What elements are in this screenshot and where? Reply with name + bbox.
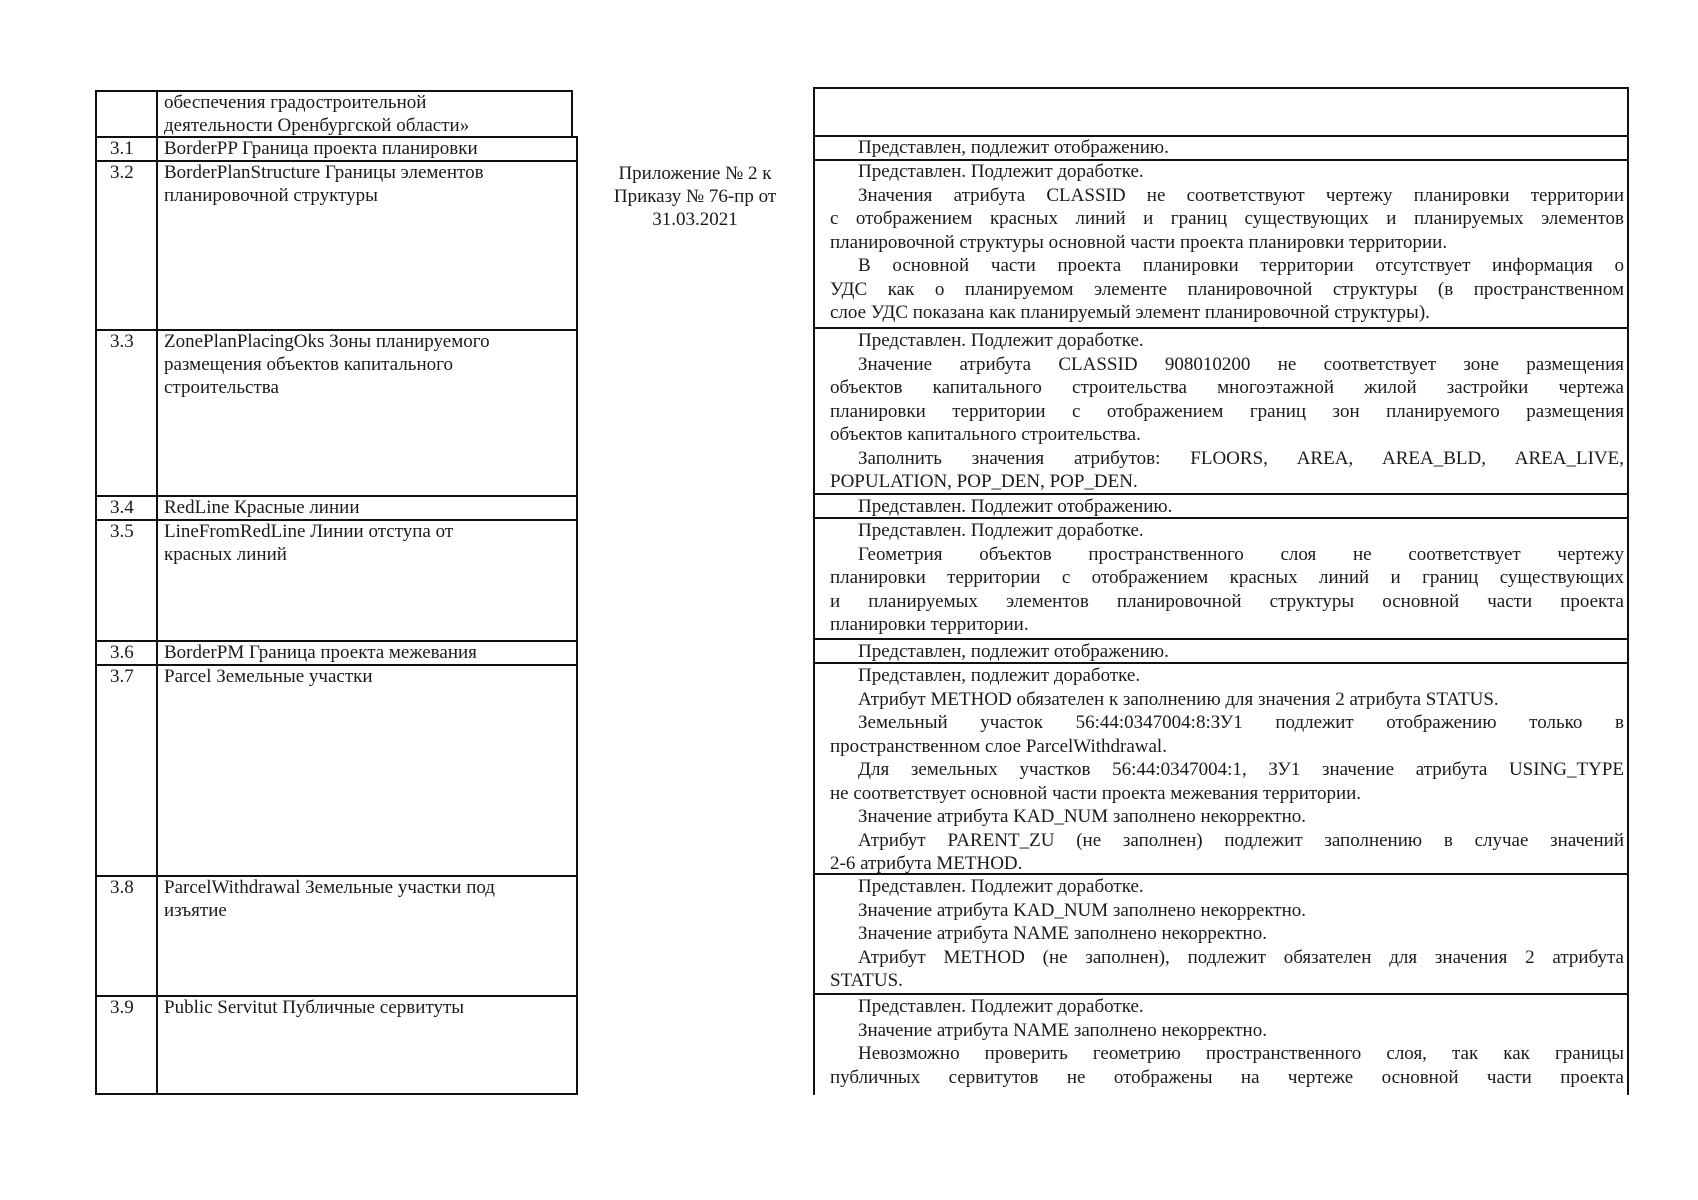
result-line: планировки территории с отображением красных линий и границ существующих [830,567,1624,588]
row-number: 3.2 [110,162,134,183]
layer-name-line: ParcelWithdrawal Земельные участки под [164,877,495,898]
left-table-border [95,90,97,1095]
row-line [95,1093,577,1095]
check-result [830,136,1624,160]
layer-name-line: BorderPP Граница проекта планировки [164,138,478,159]
result-line: слое УДС показана как планируемый элемент планировочной структуры). [830,302,1430,323]
result-line: с отображением красных линий и границ существующих и планируемых элементов [830,208,1624,229]
result-line: POPULATION, POP_DEN, POP_DEN. [830,471,1138,492]
name-column-divider-top [571,90,573,137]
document-ref-line: Приложение № 2 к [618,163,772,184]
right-table-left-border [813,87,815,1095]
check-result [830,995,1624,1089]
layer-name-line: ZonePlanPlacingOks Зоны планируемого [164,331,490,352]
result-line: не соответствует основной части проекта межевания территории. [830,782,1362,804]
check-result [830,875,1624,993]
result-line: Для земельных участков 56:44:0347004:1, ЗУ1 значение атрибута USING_TYPE [858,759,1624,780]
layer-name-line: строительства [164,377,279,398]
result-line: УДС как о планируемом элементе планировочной структуры (в пространственном [830,278,1624,300]
result-line: Значения атрибута CLASSID не соответствуют чертежу планировки территории [858,184,1624,206]
row-number: 3.8 [110,877,134,898]
result-line: Значение атрибута NAME заполнено некорректно. [858,923,1267,944]
row-number: 3.7 [110,666,134,687]
row-line [813,87,1629,89]
row-number: 3.6 [110,642,134,663]
check-result [830,495,1624,519]
check-result [830,160,1624,325]
result-line: Атрибут METHOD (не заполнен), подлежит обязателен для значения 2 атрибута [858,946,1624,968]
result-line: Представлен. Подлежит доработке. [858,161,1144,182]
result-line: Значение атрибута KAD_NUM заполнено некорректно. [858,806,1307,827]
check-result [830,664,1624,876]
result-line: Значение атрибута CLASSID 908010200 не соответствует зоне размещения [858,353,1624,375]
layer-name-line: деятельности Оренбургской области» [164,115,470,136]
result-line: Значение атрибута KAD_NUM заполнено некорректно. [858,899,1307,921]
check-result [830,519,1624,637]
result-line: планировки территории. [830,614,1029,635]
result-line: Представлен. Подлежит доработке. [858,330,1144,351]
result-line: планировки территории с отображением границ зон планируемого размещения [830,400,1624,422]
row-number: 3.3 [110,331,134,352]
layer-name-line: Public Servitut Публичные сервитуты [164,997,465,1018]
result-line: STATUS. [830,970,903,991]
result-line: Невозможно проверить геометрию пространственного слоя, так как границы [858,1043,1624,1064]
layer-name-line: Parcel Земельные участки [164,666,373,687]
result-line: и планируемых элементов планировочной структуры основной части проекта [830,590,1624,612]
layer-name-line: BorderPlanStructure Границы элементов [164,162,484,183]
result-line: пространственном слое ParcelWithdrawal. [830,735,1167,757]
result-line: Заполнить значения атрибутов: FLOORS, AREA, AREA_BLD, AREA_LIVE, [858,447,1624,469]
document-ref-line: 31.03.2021 [652,209,738,230]
document-ref-line: Приказу № 76-пр от [613,186,777,207]
check-result [830,640,1624,664]
result-line: Представлен. Подлежит доработке. [858,876,1144,897]
result-line: Представлен. Подлежит отображению. [858,496,1173,517]
result-line: публичных сервитутов не отображены на чертеже основной части проекта [830,1066,1624,1088]
layer-name-line: BorderPM Граница проекта межевания [164,642,477,663]
result-line: Представлен, подлежит доработке. [858,665,1141,686]
result-line: объектов капитального строительства. [830,424,1141,445]
number-column-divider [156,90,158,1095]
result-line: Представлен. Подлежит доработке. [858,996,1144,1017]
row-number: 3.9 [110,997,134,1018]
layer-name-line: LineFromRedLine Линии отступа от [164,521,454,542]
result-line: Атрибут METHOD обязателен к заполнению для значения 2 атрибута STATUS. [858,688,1499,710]
result-line: Земельный участок 56:44:0347004:8:ЗУ1 подлежит отображению только в [858,712,1624,733]
row-number: 3.4 [110,497,134,518]
result-line: Значение атрибута NAME заполнено некорректно. [858,1019,1267,1041]
result-line: Атрибут PARENT_ZU (не заполнен) подлежит заполнению в случае значений [858,829,1624,851]
row-number: 3.5 [110,521,134,542]
layer-name-line: изъятие [164,900,227,921]
result-line: 2-6 атрибута METHOD. [830,853,1023,874]
row-number: 3.1 [110,138,134,159]
result-line: В основной части проекта планировки территории отсутствует информация о [858,255,1624,276]
check-result [830,329,1624,494]
result-line: Представлен, подлежит отображению. [858,137,1169,158]
right-table-right-border [1627,87,1629,1095]
layer-name-line: размещения объектов капитального [164,354,453,375]
layer-name-line: обеспечения градостроительной [164,92,427,113]
result-line: Представлен, подлежит отображению. [858,641,1169,662]
result-line: Представлен. Подлежит доработке. [858,520,1144,541]
name-column-divider [576,136,578,1095]
result-line: объектов капитального строительства многоэтажной жилой застройки чертежа [830,377,1624,398]
layer-name-line: красных линий [164,544,287,565]
layer-name-line: планировочной структуры [164,185,378,206]
result-line: планировочной структуры основной части проекта планировки территории. [830,231,1448,253]
result-line: Геометрия объектов пространственного слоя не соответствует чертежу [858,543,1624,565]
layer-name-line: RedLine Красные линии [164,497,360,518]
